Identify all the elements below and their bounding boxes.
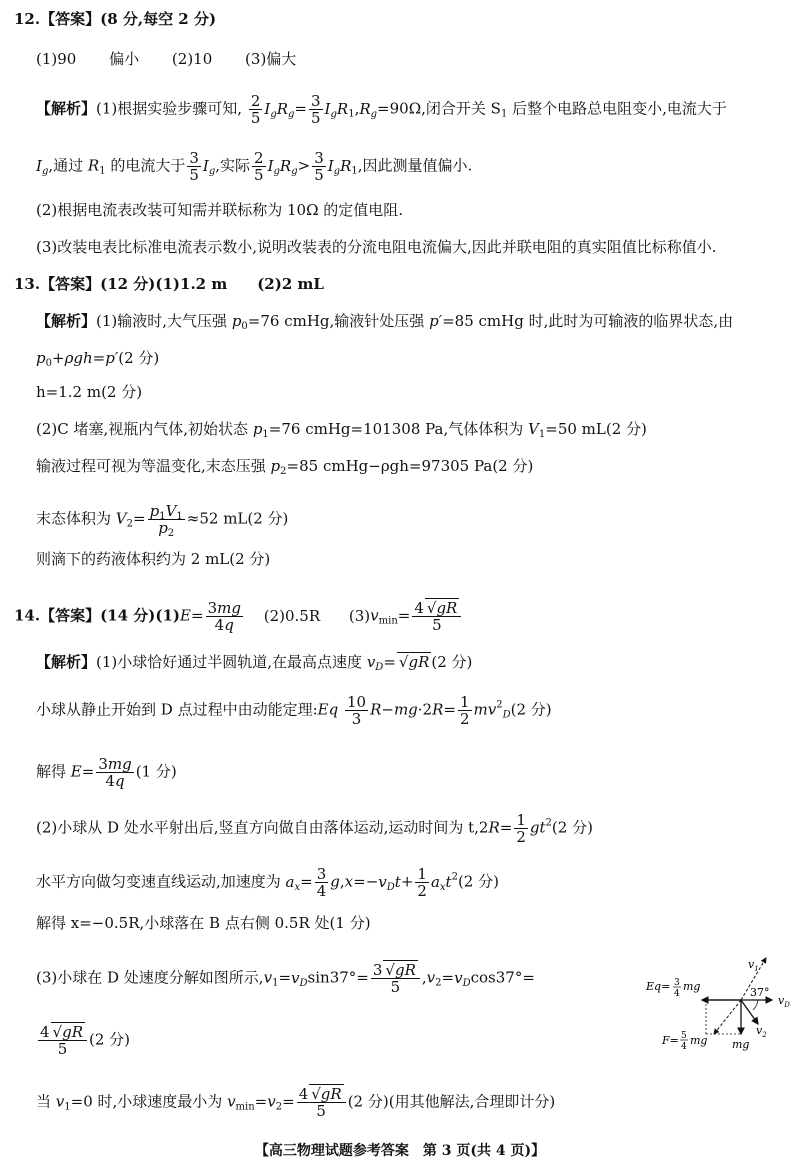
q14-analysis-line1: 【解析】(1)小球恰好通过半圆轨道,在最高点速度 $v_D= √gR$ (2 分) xyxy=(36,653,473,673)
eq-mg: mg xyxy=(683,980,701,993)
q14-analysis-line3: 解得 E= $\frac{3mg}{4q}$ (1 分) xyxy=(36,755,177,790)
q13-analysis-line3: h=1.2 m(2 分) xyxy=(36,383,143,401)
q14-analysis-line2: 小球从静止开始到 D 点过程中由动能定理:Eq $\frac{10}{3}$ R−mg·2R= $\frac{1}{2}$ $mv^2_D(2$ 分) xyxy=(36,693,552,728)
v1-label: $v_1$ xyxy=(748,958,759,973)
v2-arrow xyxy=(741,1000,758,1024)
f-frac-num: 5 xyxy=(681,1031,687,1041)
q12-heading: 12.【答案】(8 分,每空 2 分) xyxy=(14,10,217,28)
v2-label: $v_2$ xyxy=(756,1024,767,1039)
q14-analysis-line9: 当 $v_1=0$ 时,小球速度最小为 $v_{min}=v_2=$ $\frac{4 √gR}{5}$ (2 分)(用其他解法,合理即计分) xyxy=(36,1085,556,1120)
eq-frac-num: 3 xyxy=(674,978,680,988)
f-frac-den: 4 xyxy=(681,1042,687,1052)
q13-analysis-line2: $p_0+\rho gh=p'(2$ 分) xyxy=(36,349,160,369)
q13-heading: 13.【答案】(12 分)(1)1.2 m (2)2 mL xyxy=(14,275,324,293)
q12-analysis-line2: $I_g$,通过 $R_1$ 的电流大于 $\frac{3}{5}$ $I_g$,实际 $\frac{2}{5}$ $I_gR_g>$ $\frac{3}{5}$ $I_gR_1$,因此测量值偏小. xyxy=(36,149,473,184)
eq-frac-den: 4 xyxy=(674,989,680,999)
f-resultant-arrow xyxy=(714,1000,741,1034)
f-mg: mg xyxy=(690,1034,708,1047)
q13-analysis-line1: 【解析】(1)输液时,大气压强 $p_0=76$ cmHg,输液针处压强 p′=85 cmHg 时,此时为可输液的临界状态,由 xyxy=(36,312,734,332)
f-label: F= xyxy=(662,1034,679,1047)
q12-answers: (1)90 偏小 (2)10 (3)偏大 xyxy=(36,50,297,68)
q14-heading: 14.【答案】(14 分)(1)E= $\frac{3mg}{4q}$ (2)0.5R $(3)v_{min}=$ $\frac{4 √gR}{5}$ xyxy=(14,600,463,633)
q13-analysis-line5: 输液过程可视为等温变化,末态压强 $p_2=85$ cmHg−ρgh=97305 Pa(2 分) xyxy=(36,457,534,477)
q13-analysis-line6: 末态体积为 $V_2=$ $\frac{p_1V_1}{p_2}$ ≈52 mL(2 分) xyxy=(36,502,289,539)
q12-analysis-line1: 【解析】(1)根据实验步骤可知, $\frac{2}{5}$ $I_gR_g=$ $\frac{3}{5}$ $I_gR_1,R_g=90\Omega$,闭合开关 $S_1$ 后整个电路总电阻变小,电流大于 xyxy=(36,92,727,127)
q13-analysis-line4: (2)C 堵塞,视瓶内气体,初始状态 $p_1=76$ cmHg=101308 Pa,气体体积为 $V_1=50$ mL(2 分) xyxy=(36,420,647,440)
vd-label: $v_D$ xyxy=(778,994,790,1009)
q13-analysis-line7: 则滴下的药液体积约为 2 mL(2 分) xyxy=(36,550,271,568)
page-footer: 【高三物理试题参考答案 第 3 页(共 4 页)】 xyxy=(254,1143,546,1159)
q14-analysis-line7: (3)小球在 D 处速度分解如图所示$,v_1=v_D\sin 37^\circ=$ $\frac{3 √gR}{5}$ $,v_2=v_D\cos 37^\circ=$ xyxy=(36,961,535,996)
angle-arc xyxy=(753,1000,758,1010)
q14-analysis-line6: 解得 x=−0.5R,小球落在 B 点右侧 0.5R 处(1 分) xyxy=(36,914,371,932)
angle-label: 37° xyxy=(750,986,770,999)
q14-analysis-line8: $\frac{4 √gR}{5}$ (2 分) xyxy=(40,1023,131,1058)
eq-label: Eq= xyxy=(646,980,671,993)
q12-analysis-line3: (2)根据电流表改装可知需并联标称为 10Ω 的定值电阻. xyxy=(36,201,404,219)
q14-analysis-line4: (2)小球从 D 处水平射出后,竖直方向做自由落体运动,运动时间为 t,2R= $\frac{1}{2}$ $gt^2(2$ 分) xyxy=(36,811,593,846)
mg-label: mg xyxy=(732,1038,750,1051)
q12-analysis-line4: (3)改装电表比标准电流表示数小,说明改装表的分流电阻电流偏大,因此并联电阻的真实阻值比标称值小. xyxy=(36,238,717,256)
q14-analysis-line5: 水平方向做匀变速直线运动,加速度为 $a_x=$ $\frac{3}{4}$ $g,x=-v_Dt+$ $\frac{1}{2}$ $a_xt^2(2$ 分) xyxy=(36,865,499,900)
velocity-decomposition-diagram xyxy=(636,952,796,1062)
